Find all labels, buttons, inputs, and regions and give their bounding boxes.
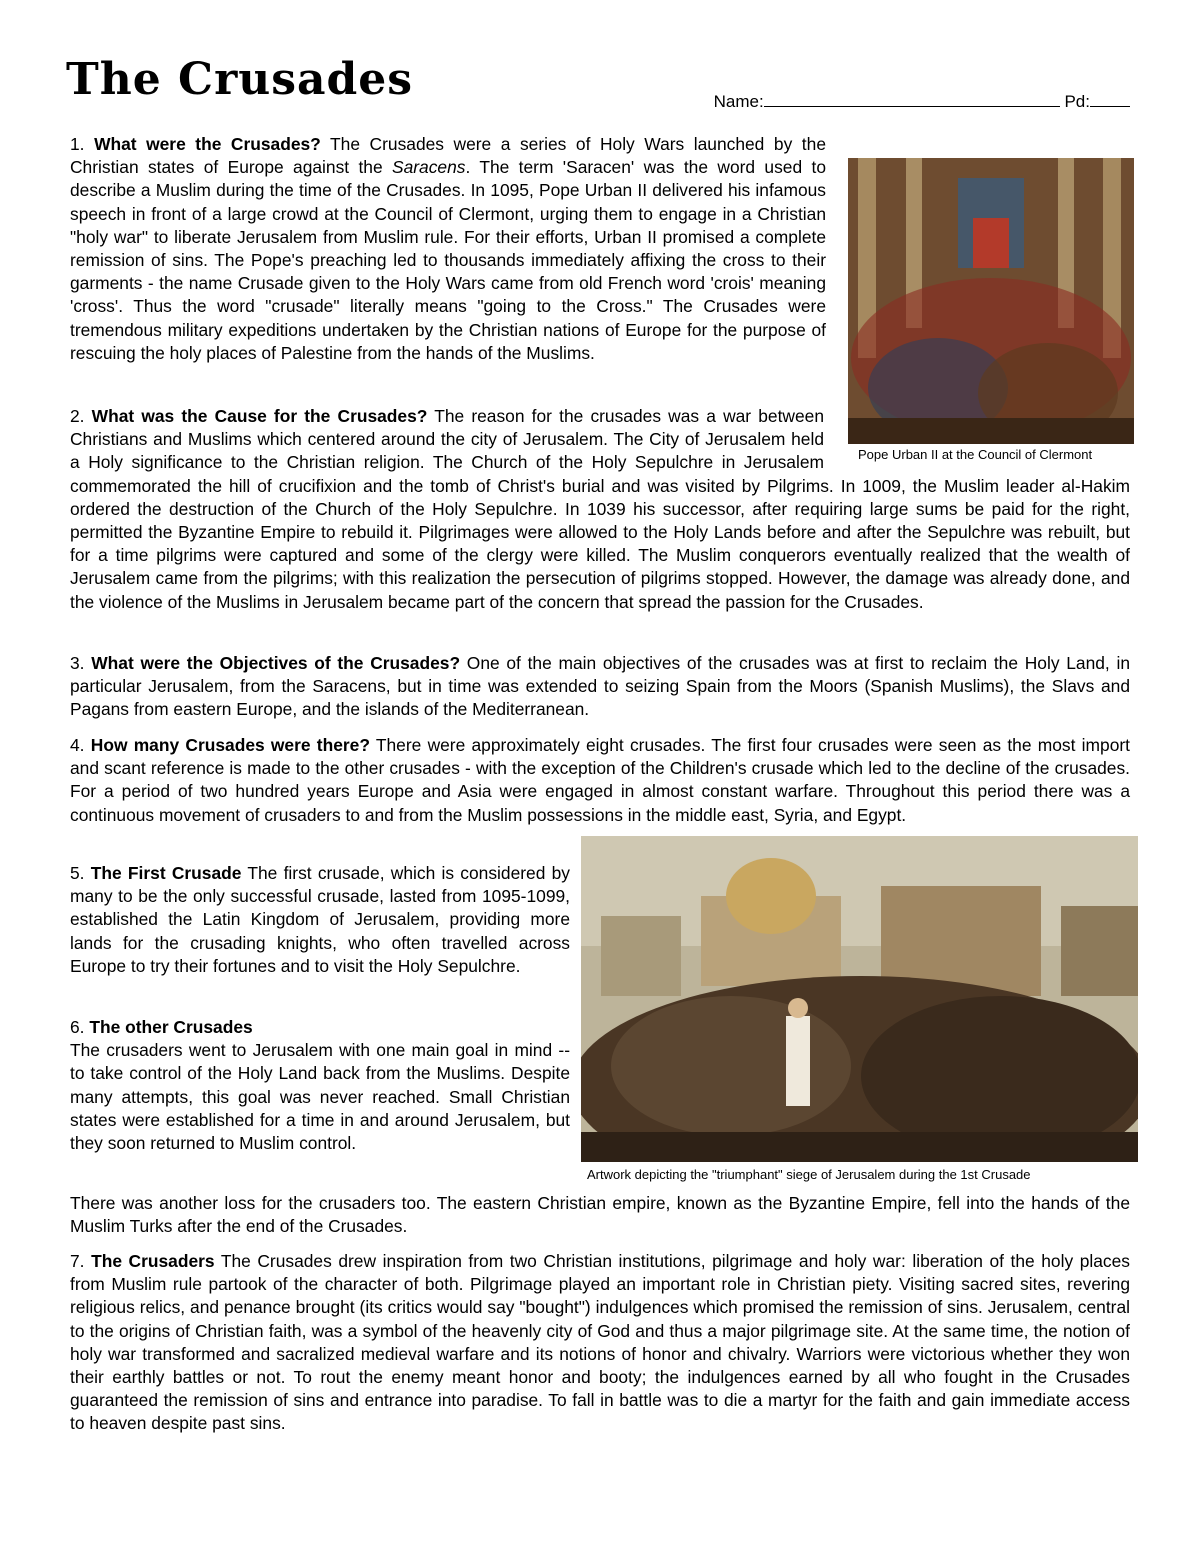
page-title-text: The Crusades	[66, 54, 414, 105]
emphasis-saracens: Saracens	[392, 157, 466, 178]
section-6-continued	[70, 1192, 1130, 1238]
section-5	[70, 862, 570, 978]
council-of-clermont-painting	[848, 158, 1134, 444]
section-heading: The Crusaders	[91, 1251, 215, 1271]
name-label: Name:	[713, 92, 764, 111]
section-text: The first crusade, which is considered by many to be the only successful crusade, lasted from 1095-1099, established the Latin Kingdom of Jerusalem, providing more lands for the crusading knights, who often travelled across Europe to try their fortunes and to visit the Holy Sepulchre.	[70, 863, 570, 976]
section-text: The reason for the crusades was a war between Christians and Muslims which centered around the city of Jerusalem. The City of Jerusalem held a Holy significance to the Christian religion. The Church of the Holy Sepulchre in Jerusalem commemorated the hill of crucifixion and the tomb of Christ's burial and was visited by Pilgrims. In 1009, the Muslim leader al-Hakim ordered the destruction of the Church of the Holy Sepulchre. In 1039 his successor, after requiring large sums be paid for the right, permitted the Byzantine Empire to rebuild it. Pilgrimages were allowed to the Holy Lands before and after the Sepulchre was rebuilt, but for a time pilgrims were captured and some of the clergy were killed. The Muslim conquerors eventually realized that the wealth of Jerusalem came from the pilgrims; with this realization the persecution of pilgrims stopped. However, the damage was already done, and the violence of the Muslims in Jerusalem became part of the concern that spread the passion for the Crusades.	[70, 406, 1130, 612]
section-number: 1.	[70, 134, 85, 154]
section-3	[70, 652, 1130, 722]
section-number: 3.	[70, 653, 85, 673]
section-text: . The term 'Saracen' was the word used to describe a Muslim during the time of the Crusades. In 1095, Pope Urban II delivered his infamous speech in front of a large crowd at the Council of Clermont, urging them to engage in a Christian "holy war" to liberate Jerusalem from Muslim rule. For their efforts, Urban II promised a complete remission of sins. The Pope's preaching led to thousands immediately affixing the cross to their garments - the name Crusade given to the Holy Wars came from old French word 'crois' meaning 'cross'. Thus the word "crusade" literally means "going to the Cross." The Crusades were tremendous military expeditions undertaken by the Christian nations of Europe for the purpose of rescuing the holy places of Palestine from the hands of the Muslims.	[70, 157, 827, 363]
section-number: 7.	[70, 1251, 85, 1271]
section-text: The crusaders went to Jerusalem with one main goal in mind -- to take control of the Holy Land back from the Muslims. Despite many attempts, this goal was never reached. Small Christian states were established for a time in and around Jerusalem, but they soon returned to Muslim control.	[70, 1040, 570, 1154]
painting-illustration	[848, 158, 1134, 444]
section-text: The Crusades were a series of Holy Wars launched by the Christian states of Europe against the	[70, 134, 826, 178]
section-heading: How many Crusades were there?	[90, 735, 370, 755]
section-1	[70, 133, 826, 365]
section-number: 5.	[70, 863, 85, 883]
page-title	[66, 54, 414, 105]
section-6	[70, 1016, 570, 1155]
section-heading: What was the Cause for the Crusades?	[91, 406, 428, 426]
section-4	[70, 734, 1130, 827]
name-blank[interactable]	[764, 92, 1060, 107]
period-blank[interactable]	[1090, 92, 1130, 107]
section-heading: What were the Crusades?	[94, 134, 321, 154]
siege-of-jerusalem-painting	[581, 836, 1138, 1162]
name-period-line	[714, 92, 1130, 112]
section-text: There were approximately eight crusades. The first four crusades were seen as the most import and scant reference is made to the other crusades - with the exception of the Children's crusade which led to the decline of the crusades. For a period of two hundred years Europe and Asia were engaged in almost constant warfare. Throughout this period there was a continuous movement of crusaders to and from the Muslim possessions in the middle east, Syria, and Egypt.	[70, 735, 1130, 825]
section-text: There was another loss for the crusaders too. The eastern Christian empire, known as the Byzantine Empire, fell into the hands of the Muslim Turks after the end of the Crusades.	[70, 1193, 1130, 1237]
section-heading: The First Crusade	[90, 863, 242, 883]
period-label: Pd:	[1064, 92, 1090, 111]
section-text: One of the main objectives of the crusades was at first to reclaim the Holy Land, in particular Jerusalem, from the Saracens, but in time was extended to seizing Spain from the Moors (Spanish Muslims), the Slavs and Pagans from eastern Europe, and the islands of the Mediterranean.	[70, 653, 1130, 720]
section-heading: The other Crusades	[89, 1017, 253, 1037]
painting-illustration	[581, 836, 1138, 1162]
figure-caption: Artwork depicting the "triumphant" siege of Jerusalem during the 1st Crusade	[587, 1167, 1031, 1182]
section-number: 2.	[70, 406, 85, 426]
section-7	[70, 1250, 1130, 1436]
section-number: 6.	[70, 1017, 85, 1037]
section-number: 4.	[70, 735, 85, 755]
figure-caption: Pope Urban II at the Council of Clermont	[858, 447, 1093, 462]
section-heading: What were the Objectives of the Crusades?	[91, 653, 461, 673]
section-text: The Crusades drew inspiration from two Christian institutions, pilgrimage and holy war: liberation of the holy places from Muslim rule partook of the character of both. Pilgrimage played an important role in Christian piety. Visiting sacred sites, revering religious relics, and penance brought (its critics would say "bought") indulgences which promised the remission of sins. Jerusalem, central to the origins of Christian faith, was a symbol of the heavenly city of God and thus a major pilgrimage site. At the same time, the notion of holy war transformed and sacralized medieval warfare and its notions of honor and chivalry. Warriors were victorious whether they won their earthly battles or not. To rout the enemy meant honor and booty; the indulgences earned by all who fought in the Crusades guaranteed the remission of sins and entrance into paradise. To fall in battle was to die a martyr for the faith and gain immediate access to heaven despite past sins.	[70, 1251, 1130, 1434]
